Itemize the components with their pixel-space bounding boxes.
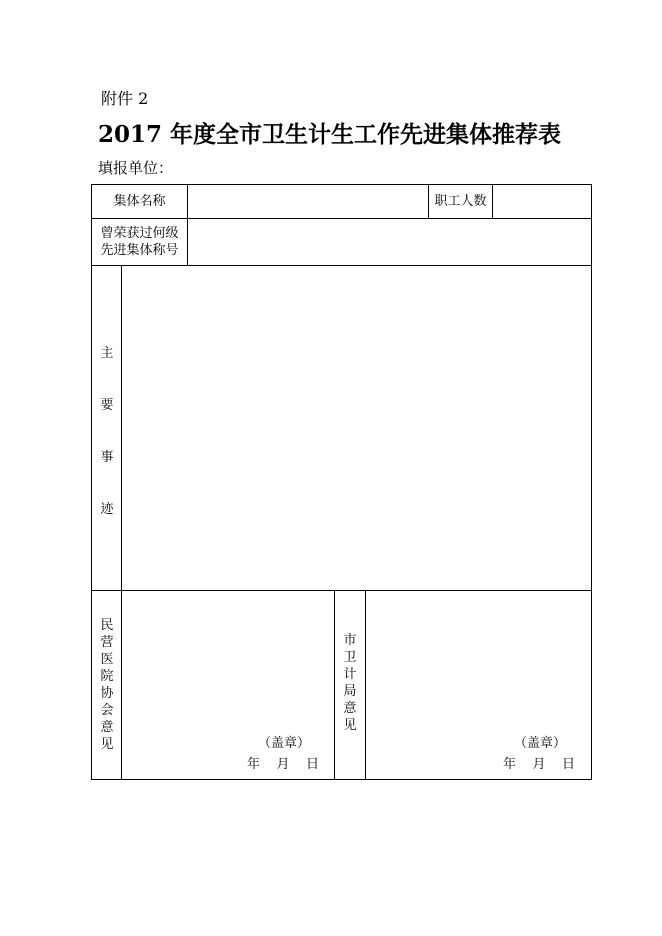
bureau-opinion-char: 市 (343, 633, 357, 648)
main-deeds-field[interactable] (122, 266, 591, 590)
table-border-right (591, 184, 592, 780)
association-opinion-char: 会 (100, 703, 114, 718)
association-opinion-label (92, 617, 122, 753)
staff-count-label: 职工人数 (434, 194, 487, 209)
bureau-seal-label: （盖章） (514, 736, 567, 751)
fill-unit-label: 填报单位： (98, 159, 174, 177)
attachment-label: 附件 2 (101, 89, 149, 108)
main-deeds-char: 主 (100, 346, 114, 361)
collective-name-field[interactable] (188, 185, 428, 218)
main-deeds-char: 迹 (100, 502, 114, 517)
honors-label-line1: 曾荣获过何级 (100, 226, 179, 241)
bureau-opinion-char: 见 (343, 718, 357, 733)
table-border-bottom (91, 779, 592, 780)
bureau-opinion-label (335, 632, 365, 734)
page-title: 2017 年度全市卫生计生工作先进集体推荐表 (98, 121, 562, 148)
association-opinion-char: 营 (100, 635, 114, 650)
bureau-opinion-char: 局 (343, 684, 357, 699)
honors-field[interactable] (188, 219, 591, 265)
association-seal-label: （盖章） (258, 736, 311, 751)
main-deeds-char: 要 (100, 398, 114, 413)
honors-label (92, 219, 187, 265)
association-date-label: 年 月 日 (247, 757, 320, 772)
main-deeds-label (92, 342, 122, 550)
association-opinion-char: 见 (100, 737, 114, 752)
association-opinion-char: 意 (100, 720, 114, 735)
bureau-opinion-field[interactable] (366, 591, 591, 721)
association-opinion-char: 院 (100, 669, 114, 684)
staff-count-field[interactable] (493, 185, 591, 218)
bureau-opinion-char: 意 (343, 701, 357, 716)
association-opinion-field[interactable] (122, 591, 334, 721)
association-opinion-char: 医 (100, 652, 114, 667)
bureau-opinion-char: 计 (343, 667, 357, 682)
honors-label-line2: 先进集体称号 (100, 243, 179, 258)
collective-name-label: 集体名称 (113, 194, 166, 209)
bureau-opinion-char: 卫 (343, 650, 357, 665)
association-opinion-char: 民 (100, 618, 114, 633)
association-opinion-char: 协 (100, 686, 114, 701)
bureau-date-label: 年 月 日 (503, 757, 576, 772)
main-deeds-char: 事 (100, 450, 114, 465)
